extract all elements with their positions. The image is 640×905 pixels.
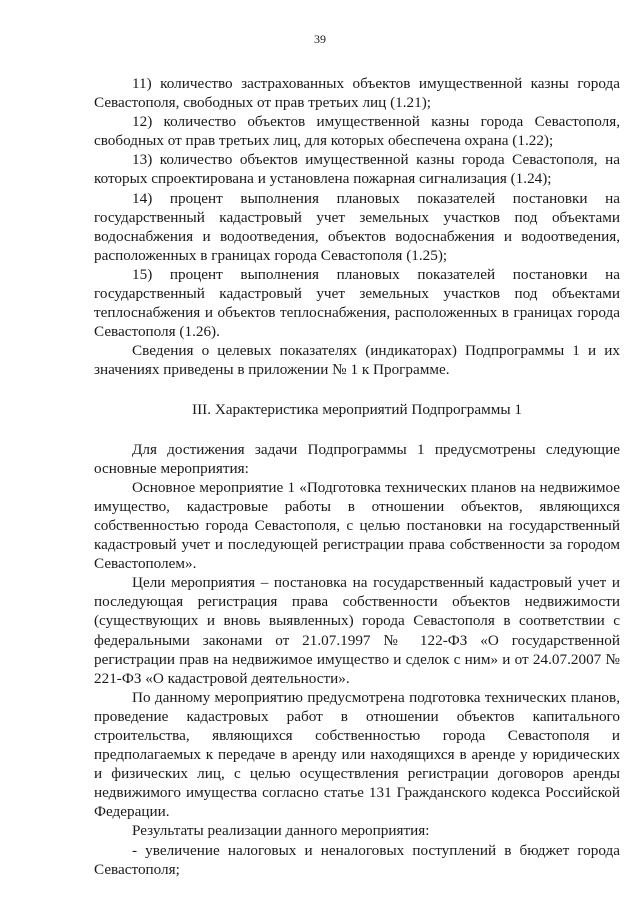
paragraph-activity-details: По данному мероприятию предусмотрена подготовка технических планов, проведение кадастровых работ в отношении объектов капитального строительства, являющихся собственностью города Севастополя и предполагаемых к передаче в аренду или находящихся в аренде у юридических и физических лиц, с целью осуществления регистрации договоров аренды недвижимого имущества согласно статье 131 Гражданского кодекса Российской Федерации. bbox=[94, 688, 620, 821]
paragraph-intro: Для достижения задачи Подпрограммы 1 предусмотрены следующие основные мероприятия: bbox=[94, 440, 620, 477]
paragraph-item-15: 15) процент выполнения плановых показателей постановки на государственный кадастровый учет земельных участков под объектами теплоснабжения и объектов теплоснабжения, расположенных в границах города Севастополя (1.26). bbox=[94, 265, 620, 341]
paragraph-result-item: - увеличение налоговых и неналоговых поступлений в бюджет города Севастополя; bbox=[94, 841, 620, 878]
section-heading: III. Характеристика мероприятий Подпрограммы 1 bbox=[192, 400, 522, 418]
paragraph-activity-goals: Цели мероприятия – постановка на государственный кадастровый учет и последующая регистрация права собственности объектов недвижимости (существующих и вновь выявленных) города Севастополя в соответствии с федеральными законами от 21.07.1997 № 122-ФЗ «О государственной регистрации прав на недвижимое имущество и сделок с ним» и от 24.07.2007 № 221-ФЗ «О кадастровой деятельности». bbox=[94, 574, 620, 687]
paragraph-results-heading: Результаты реализации данного мероприятия: bbox=[132, 822, 430, 840]
paragraph-indicators-info: Сведения о целевых показателях (индикаторах) Подпрограммы 1 и их значениях приведены в приложении № 1 к Программе. bbox=[94, 342, 620, 379]
paragraph-item-14: 14) процент выполнения плановых показателей постановки на государственный кадастровый учет земельных участков под объектами водоснабжения и водоотведения, объектов водоснабжения и водоотведения, расположенных в границах города Севастополя (1.25); bbox=[94, 189, 620, 264]
paragraph-item-11: 11) количество застрахованных объектов имущественной казны города Севастополя, свободных от прав третьих лиц (1.21); bbox=[94, 75, 620, 112]
paragraph-item-13: 13) количество объектов имущественной казны города Севастополя, на которых спроектирована и установлена пожарная сигнализация (1.24); bbox=[94, 151, 620, 188]
paragraph-main-activity: Основное мероприятие 1 «Подготовка технических планов на недвижимое имущество, кадастровые работы в отношении объектов, являющихся собственностью города Севастополя, с целью постановки на государственный кадастровый учет и последующей регистрации права собственности за городом Севастополем». bbox=[94, 478, 620, 573]
document-body bbox=[94, 74, 620, 879]
page-number: 39 bbox=[314, 32, 326, 46]
paragraph-item-12: 12) количество объектов имущественной казны города Севастополя, свободных от прав третьих лиц, для которых обеспечена охрана (1.22); bbox=[94, 113, 620, 150]
